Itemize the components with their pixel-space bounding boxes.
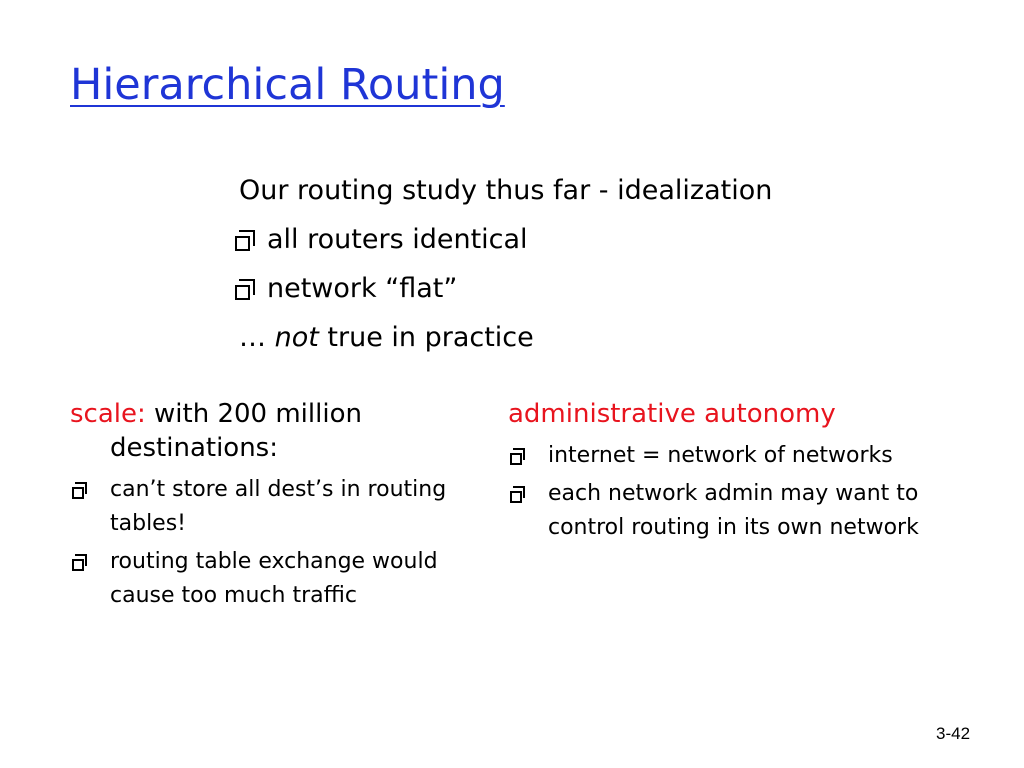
page-number: 3-42 — [936, 724, 971, 743]
list-item — [508, 477, 948, 545]
intro-bullet-item — [239, 215, 772, 264]
list-item — [70, 473, 450, 541]
intro-line: Our routing study thus far - idealization — [239, 175, 773, 206]
autonomy-heading: administrative autonomy — [508, 399, 836, 429]
scale-heading-text: with 200 million destinations: — [110, 399, 362, 463]
intro-footer-italic: not — [274, 322, 319, 353]
slide-title: Hierarchical Routing — [70, 60, 505, 110]
box-bullet-icon — [75, 482, 87, 494]
intro-bullet-text: network “flat” — [267, 273, 458, 304]
list-item-text: can’t store all dest’s in routing tables! — [110, 477, 447, 536]
list-item-text: each network admin may want to control routing in its own network — [548, 481, 919, 540]
intro-footer-suffix: true in practice — [318, 322, 534, 353]
list-item-text: internet = network of networks — [548, 443, 893, 468]
intro-footer-prefix: … — [239, 322, 275, 353]
scale-heading-label: scale: — [70, 399, 146, 429]
list-item — [70, 545, 450, 613]
scale-heading — [70, 397, 450, 465]
intro-footer — [239, 313, 772, 362]
scale-column — [70, 397, 450, 617]
intro-bullet-item — [239, 264, 772, 313]
autonomy-column — [508, 397, 948, 549]
box-bullet-icon — [239, 230, 255, 246]
box-bullet-icon — [239, 279, 255, 295]
box-bullet-icon — [75, 554, 87, 566]
list-item-text: routing table exchange would cause too much traffic — [110, 549, 438, 608]
box-bullet-icon — [513, 448, 525, 460]
intro-block — [239, 166, 772, 362]
list-item — [508, 439, 948, 473]
box-bullet-icon — [513, 486, 525, 498]
intro-bullet-text: all routers identical — [267, 224, 528, 255]
